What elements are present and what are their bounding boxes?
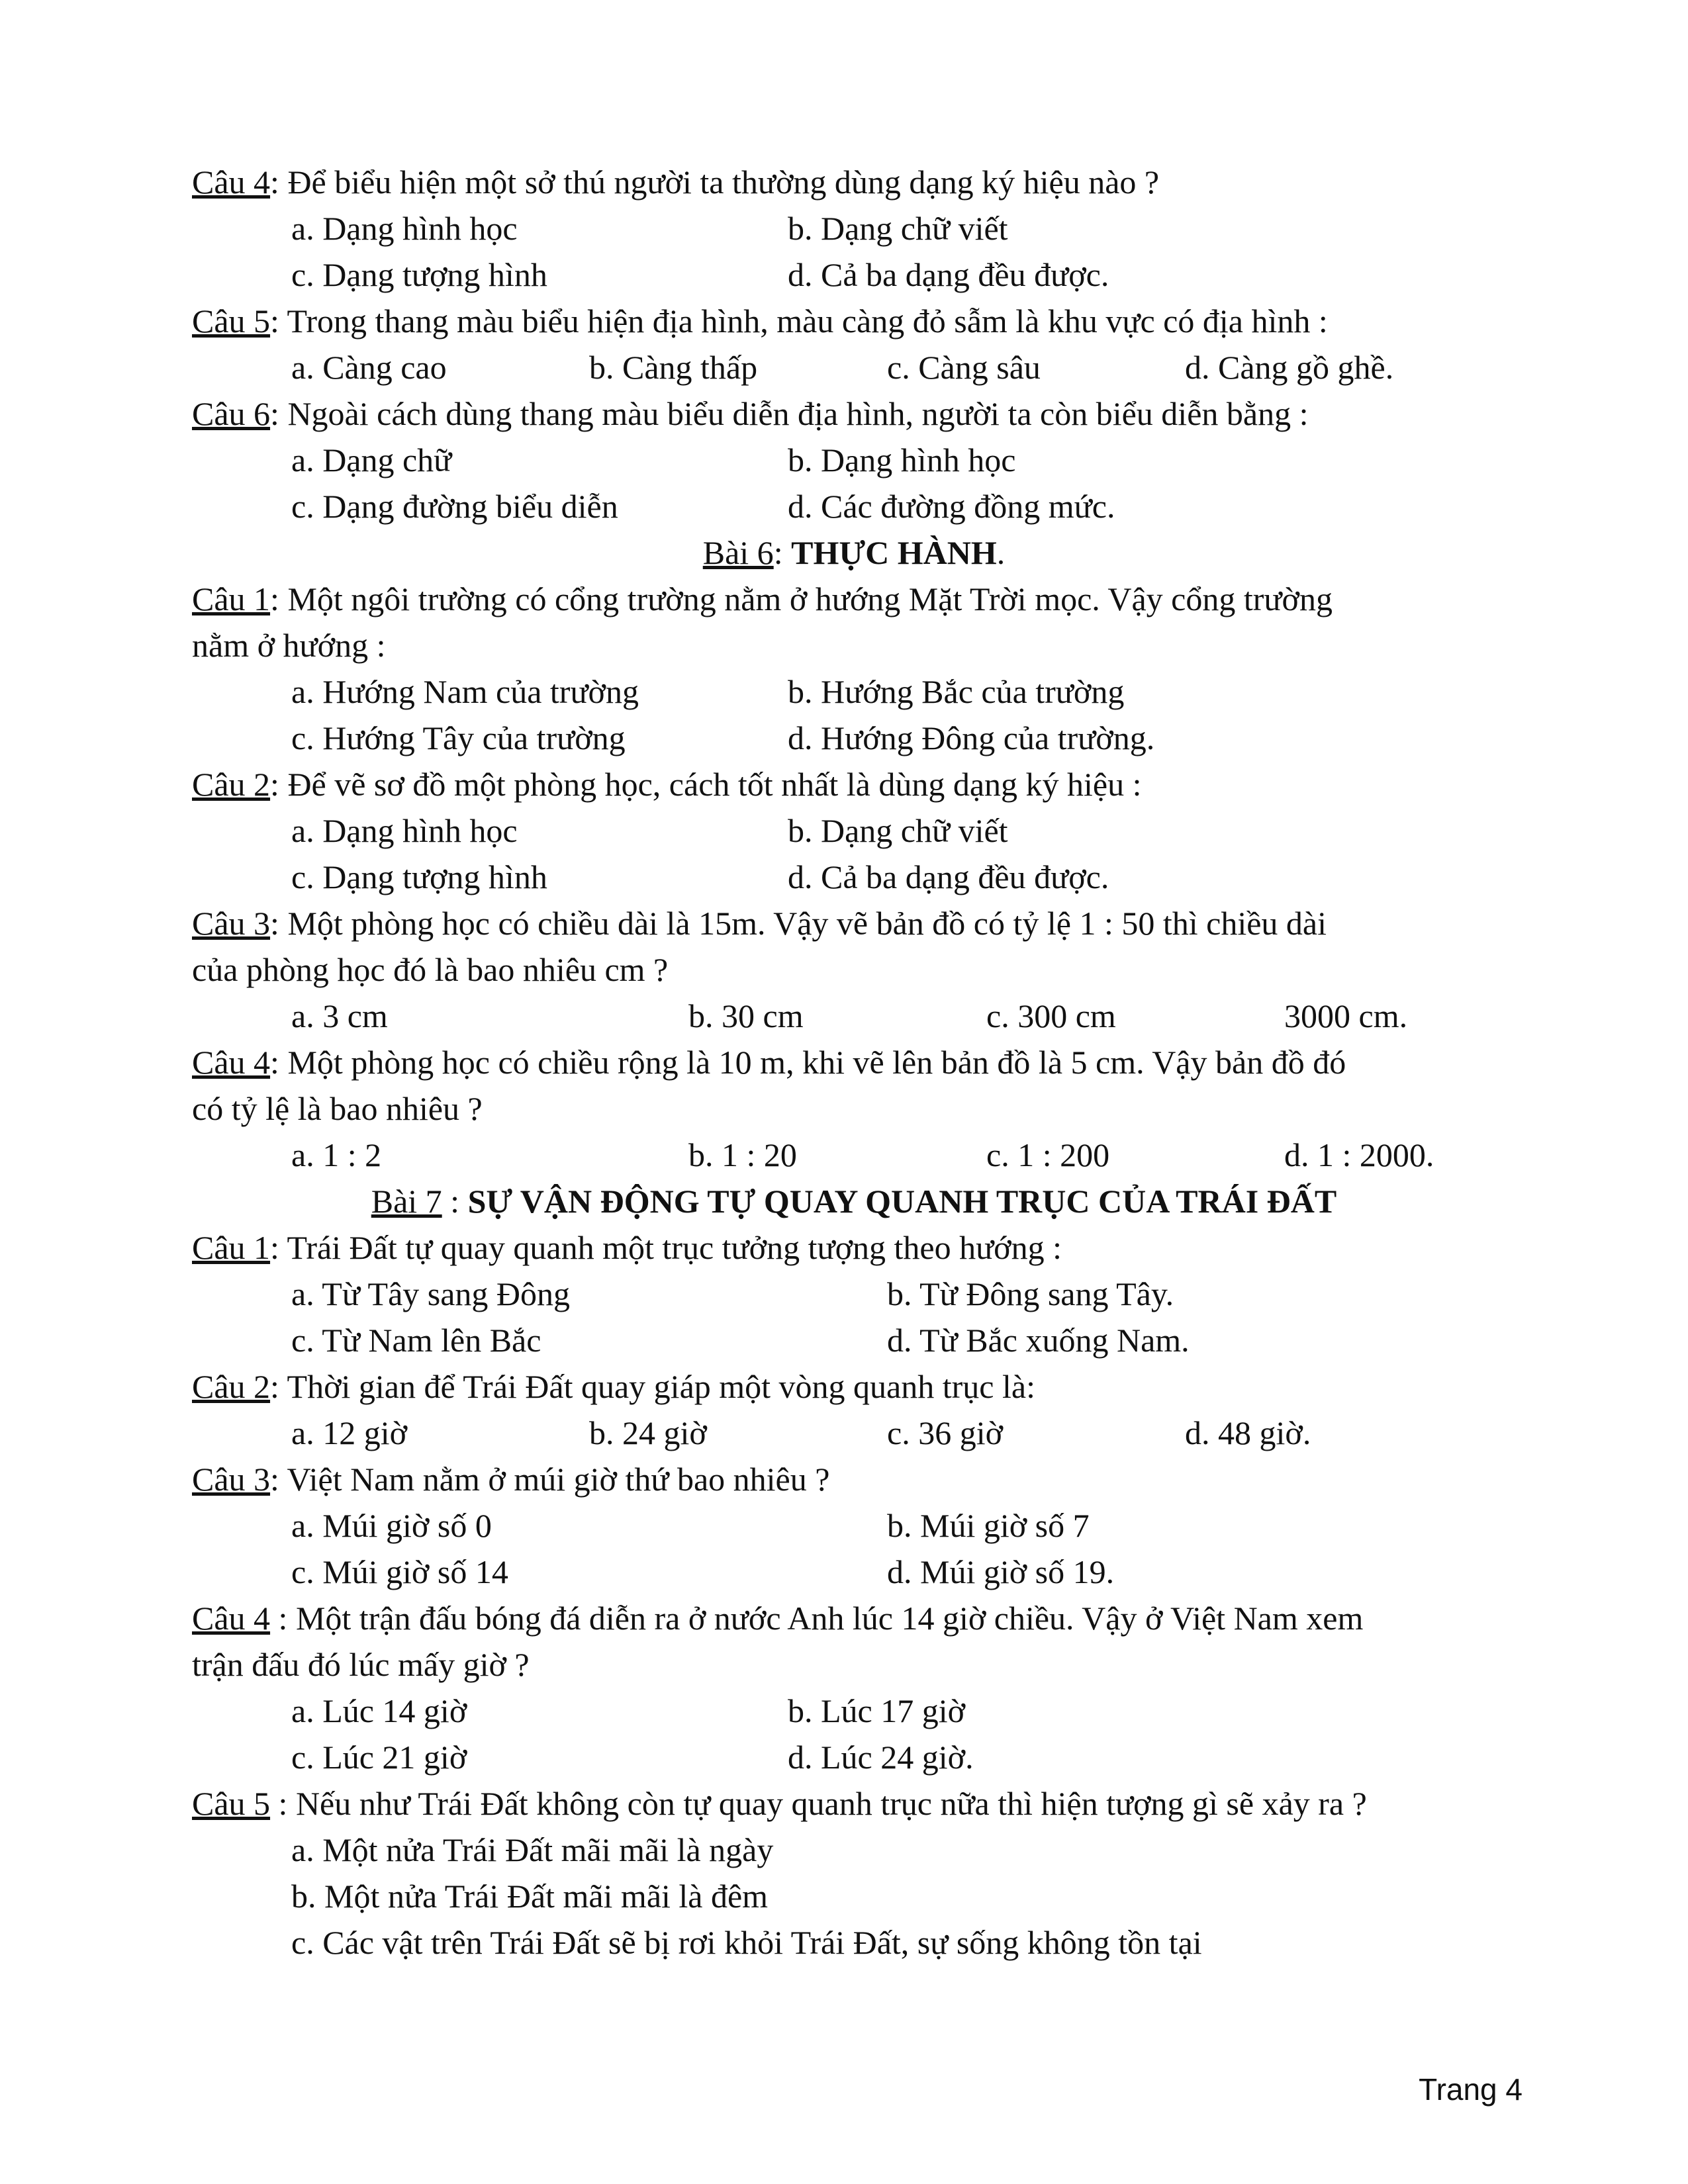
option-a: a. Từ Tây sang Đông bbox=[291, 1275, 571, 1312]
option-b: b. 24 giờ bbox=[589, 1414, 707, 1451]
option-b: b. Lúc 17 giờ bbox=[788, 1692, 966, 1729]
option-a: a. Một nửa Trái Đất mãi mãi là ngày bbox=[291, 1831, 774, 1868]
section-title: SỰ VẬN ĐỘNG TỰ QUAY QUANH TRỤC CỦA TRÁI ĐẤT bbox=[467, 1183, 1337, 1220]
options-row bbox=[192, 1410, 1516, 1456]
options-row bbox=[192, 344, 1516, 390]
question-label: Câu 5 bbox=[192, 302, 271, 340]
option-a: a. Múi giờ số 0 bbox=[291, 1507, 492, 1544]
question-text: : Một trận đấu bóng đá diễn ra ở nước Anh lúc 14 giờ chiều. Vậy ở Việt Nam xem bbox=[270, 1600, 1364, 1637]
question-b7-1 bbox=[192, 1224, 1516, 1271]
question-b6-1 bbox=[192, 576, 1516, 622]
question-label: Câu 1 bbox=[192, 580, 271, 617]
option-b: b. Một nửa Trái Đất mãi mãi là đêm bbox=[291, 1878, 769, 1915]
option-c: c. 300 cm bbox=[986, 997, 1116, 1034]
option-d: d. Lúc 24 giờ. bbox=[788, 1739, 974, 1776]
option-a: a. Càng cao bbox=[291, 349, 447, 386]
question-label: Câu 2 bbox=[192, 766, 271, 803]
question-text-cont: trận đấu đó lúc mấy giờ ? bbox=[192, 1646, 530, 1683]
question-text: : Nếu như Trái Đất không còn tự quay quanh trục nữa thì hiện tượng gì sẽ xảy ra ? bbox=[270, 1785, 1367, 1822]
option-b: b. Dạng chữ viết bbox=[788, 210, 1008, 247]
options-row bbox=[192, 668, 1516, 715]
options-row bbox=[192, 1317, 1516, 1363]
section-label: Bài 7 bbox=[371, 1183, 442, 1220]
options-row bbox=[192, 854, 1516, 900]
option-b: b. Hướng Bắc của trường bbox=[788, 673, 1125, 710]
option-c: c. Các vật trên Trái Đất sẽ bị rơi khỏi Trái Đất, sự sống không tồn tại bbox=[291, 1924, 1202, 1961]
question-text: : Một ngôi trường có cổng trường nằm ở hướng Mặt Trời mọc. Vậy cổng trường bbox=[270, 580, 1333, 617]
option-d: d. Từ Bắc xuống Nam. bbox=[887, 1322, 1190, 1359]
question-text: : Một phòng học có chiều rộng là 10 m, khi vẽ lên bản đồ là 5 cm. Vậy bản đồ đó bbox=[270, 1044, 1346, 1081]
options-row bbox=[192, 437, 1516, 483]
option-d: d. Cả ba dạng đều được. bbox=[788, 858, 1109, 895]
section-separator: : bbox=[442, 1183, 468, 1220]
question-text: : Ngoài cách dùng thang màu biểu diễn địa hình, người ta còn biểu diễn bằng : bbox=[270, 395, 1309, 432]
options-row bbox=[192, 1132, 1516, 1178]
option-d: 3000 cm. bbox=[1284, 997, 1408, 1034]
options-row bbox=[192, 807, 1516, 854]
question-label: Câu 6 bbox=[192, 395, 271, 432]
question-text-cont: có tỷ lệ là bao nhiêu ? bbox=[192, 1090, 483, 1127]
options-row bbox=[192, 993, 1516, 1039]
question-b5-5 bbox=[192, 298, 1516, 344]
question-label: Câu 4 bbox=[192, 163, 271, 201]
options-row bbox=[192, 1688, 1516, 1734]
option-d: d. Càng gồ ghề. bbox=[1185, 349, 1394, 386]
option-a: a. 3 cm bbox=[291, 997, 388, 1034]
question-b6-2 bbox=[192, 761, 1516, 807]
section-title: THỰC HÀNH bbox=[791, 534, 997, 571]
option-d: d. Múi giờ số 19. bbox=[887, 1553, 1115, 1590]
question-text-cont: của phòng học đó là bao nhiêu cm ? bbox=[192, 951, 669, 988]
section-heading-bai7 bbox=[192, 1178, 1516, 1224]
options-row bbox=[192, 715, 1516, 761]
question-label: Câu 3 bbox=[192, 905, 271, 942]
option-c: c. Múi giờ số 14 bbox=[291, 1553, 508, 1590]
question-text: : Việt Nam nằm ở múi giờ thứ bao nhiêu ? bbox=[270, 1461, 830, 1498]
option-b: b. Dạng hình học bbox=[788, 441, 1016, 478]
option-b: b. 30 cm bbox=[688, 997, 804, 1034]
options-row bbox=[192, 1734, 1516, 1780]
option-a: a. Hướng Nam của trường bbox=[291, 673, 639, 710]
document-page bbox=[192, 159, 1516, 1966]
options-row bbox=[192, 1502, 1516, 1549]
option-d: d. Hướng Đông của trường. bbox=[788, 719, 1155, 756]
question-text: : Trong thang màu biểu hiện địa hình, màu càng đỏ sẫm là khu vực có địa hình : bbox=[270, 302, 1328, 340]
option-c: c. 36 giờ bbox=[887, 1414, 1004, 1451]
question-b7-5 bbox=[192, 1780, 1516, 1827]
option-b: b. Múi giờ số 7 bbox=[887, 1507, 1090, 1544]
question-text: : Để biểu hiện một sở thú người ta thường dùng dạng ký hiệu nào ? bbox=[270, 163, 1160, 201]
option-a: a. Dạng chữ bbox=[291, 441, 452, 478]
section-heading-bai6 bbox=[192, 529, 1516, 576]
section-separator: : bbox=[773, 534, 792, 571]
option-d: d. Các đường đồng mức. bbox=[788, 488, 1115, 525]
question-label: Câu 5 bbox=[192, 1785, 271, 1822]
question-b5-4 bbox=[192, 159, 1516, 205]
question-b6-3 bbox=[192, 900, 1516, 946]
question-b7-2 bbox=[192, 1363, 1516, 1410]
question-text: : Trái Đất tự quay quanh một trục tưởng tượng theo hướng : bbox=[270, 1229, 1062, 1266]
question-text: : Thời gian để Trái Đất quay giáp một vòng quanh trục là: bbox=[270, 1368, 1035, 1405]
question-text: : Một phòng học có chiều dài là 15m. Vậy vẽ bản đồ có tỷ lệ 1 : 50 thì chiều dài bbox=[270, 905, 1327, 942]
question-text: : Để vẽ sơ đồ một phòng học, cách tốt nhất là dùng dạng ký hiệu : bbox=[270, 766, 1142, 803]
question-b6-4 bbox=[192, 1039, 1516, 1085]
options-row bbox=[192, 1271, 1516, 1317]
option-d: d. 1 : 2000. bbox=[1284, 1136, 1434, 1173]
option-c: c. Dạng đường biểu diễn bbox=[291, 488, 618, 525]
options-row bbox=[192, 251, 1516, 298]
question-label: Câu 2 bbox=[192, 1368, 271, 1405]
option-c: c. Lúc 21 giờ bbox=[291, 1739, 467, 1776]
options-row bbox=[192, 483, 1516, 529]
option-c: c. Càng sâu bbox=[887, 349, 1041, 386]
question-b7-3 bbox=[192, 1456, 1516, 1502]
option-b: b. Càng thấp bbox=[589, 349, 758, 386]
option-a: a. Dạng hình học bbox=[291, 812, 518, 849]
option-a: a. Dạng hình học bbox=[291, 210, 518, 247]
option-d: d. 48 giờ. bbox=[1185, 1414, 1311, 1451]
page-number: Trang 4 bbox=[1419, 2072, 1523, 2107]
option-c: c. 1 : 200 bbox=[986, 1136, 1110, 1173]
option-c: c. Từ Nam lên Bắc bbox=[291, 1322, 541, 1359]
options-row bbox=[192, 205, 1516, 251]
option-c: c. Dạng tượng hình bbox=[291, 256, 547, 293]
question-b7-4 bbox=[192, 1595, 1516, 1641]
question-label: Câu 1 bbox=[192, 1229, 271, 1266]
options-row bbox=[192, 1549, 1516, 1595]
option-a: a. 12 giờ bbox=[291, 1414, 408, 1451]
question-b5-6 bbox=[192, 390, 1516, 437]
option-c: c. Dạng tượng hình bbox=[291, 858, 547, 895]
question-label: Câu 4 bbox=[192, 1044, 271, 1081]
option-a: a. 1 : 2 bbox=[291, 1136, 382, 1173]
question-label: Câu 4 bbox=[192, 1600, 271, 1637]
section-label: Bài 6 bbox=[702, 534, 774, 571]
option-d: d. Cả ba dạng đều được. bbox=[788, 256, 1109, 293]
section-dot: . bbox=[996, 534, 1006, 571]
question-label: Câu 3 bbox=[192, 1461, 271, 1498]
option-b: b. 1 : 20 bbox=[688, 1136, 797, 1173]
option-a: a. Lúc 14 giờ bbox=[291, 1692, 467, 1729]
question-text-cont: nằm ở hướng : bbox=[192, 627, 386, 664]
option-b: b. Dạng chữ viết bbox=[788, 812, 1008, 849]
option-b: b. Từ Đông sang Tây. bbox=[887, 1275, 1174, 1312]
option-c: c. Hướng Tây của trường bbox=[291, 719, 626, 756]
